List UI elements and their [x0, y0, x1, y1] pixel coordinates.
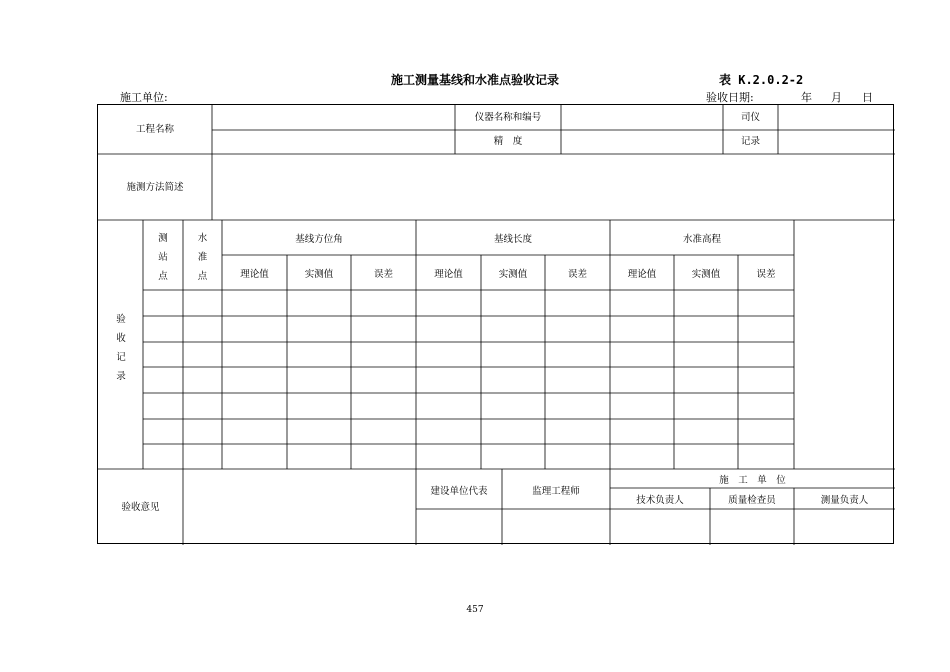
contractor-label: 施 工 单 位	[719, 475, 786, 486]
azimuth-measured-header: 实测值	[304, 269, 334, 280]
year-label: 年	[801, 91, 812, 104]
project-name-label: 工程名称	[135, 124, 174, 135]
supervisor-label: 监理工程师	[532, 486, 580, 497]
page-number: 457	[466, 605, 484, 615]
instrument-label: 仪器名称和编号	[474, 112, 542, 123]
operator-label: 司仪	[740, 112, 760, 123]
tech-lead-label: 技术负责人	[636, 495, 684, 506]
length-measured-header: 实测值	[498, 269, 528, 280]
azimuth-theory-header: 理论值	[240, 269, 269, 280]
elevation-measured-header: 实测值	[691, 269, 721, 280]
elevation-error-header: 误差	[756, 269, 776, 280]
recorder-label: 记录	[740, 136, 760, 147]
length-theory-header: 理论值	[434, 269, 463, 280]
record-side-label: 验 收 记 录	[116, 314, 126, 382]
owner-representative-label: 建设单位代表	[430, 486, 488, 497]
length-error-header: 误差	[567, 269, 587, 280]
azimuth-error-header: 误差	[373, 269, 393, 280]
station-point-header: 测 站 点	[158, 233, 168, 282]
construction-unit-label: 施工单位:	[120, 91, 168, 104]
level-point-header: 水 准 点	[197, 233, 208, 282]
baseline-length-header: 基线长度	[493, 234, 532, 245]
quality-inspector-label: 质量检查员	[728, 495, 776, 506]
acceptance-date-label: 验收日期:	[706, 91, 754, 104]
survey-lead-label: 测量负责人	[820, 495, 869, 506]
month-label: 月	[831, 91, 842, 104]
elevation-theory-header: 理论值	[627, 269, 657, 280]
baseline-azimuth-header: 基线方位角	[295, 234, 343, 245]
method-label: 施测方法简述	[126, 182, 184, 193]
form-title: 施工测量基线和水准点验收记录	[390, 73, 559, 87]
table-number: 表 K.2.0.2-2	[719, 73, 804, 87]
precision-label: 精 度	[493, 136, 523, 147]
acceptance-form-table	[97, 104, 894, 544]
opinion-label: 验收意见	[121, 502, 160, 513]
level-elevation-header: 水准高程	[682, 234, 721, 245]
day-label: 日	[862, 91, 873, 104]
